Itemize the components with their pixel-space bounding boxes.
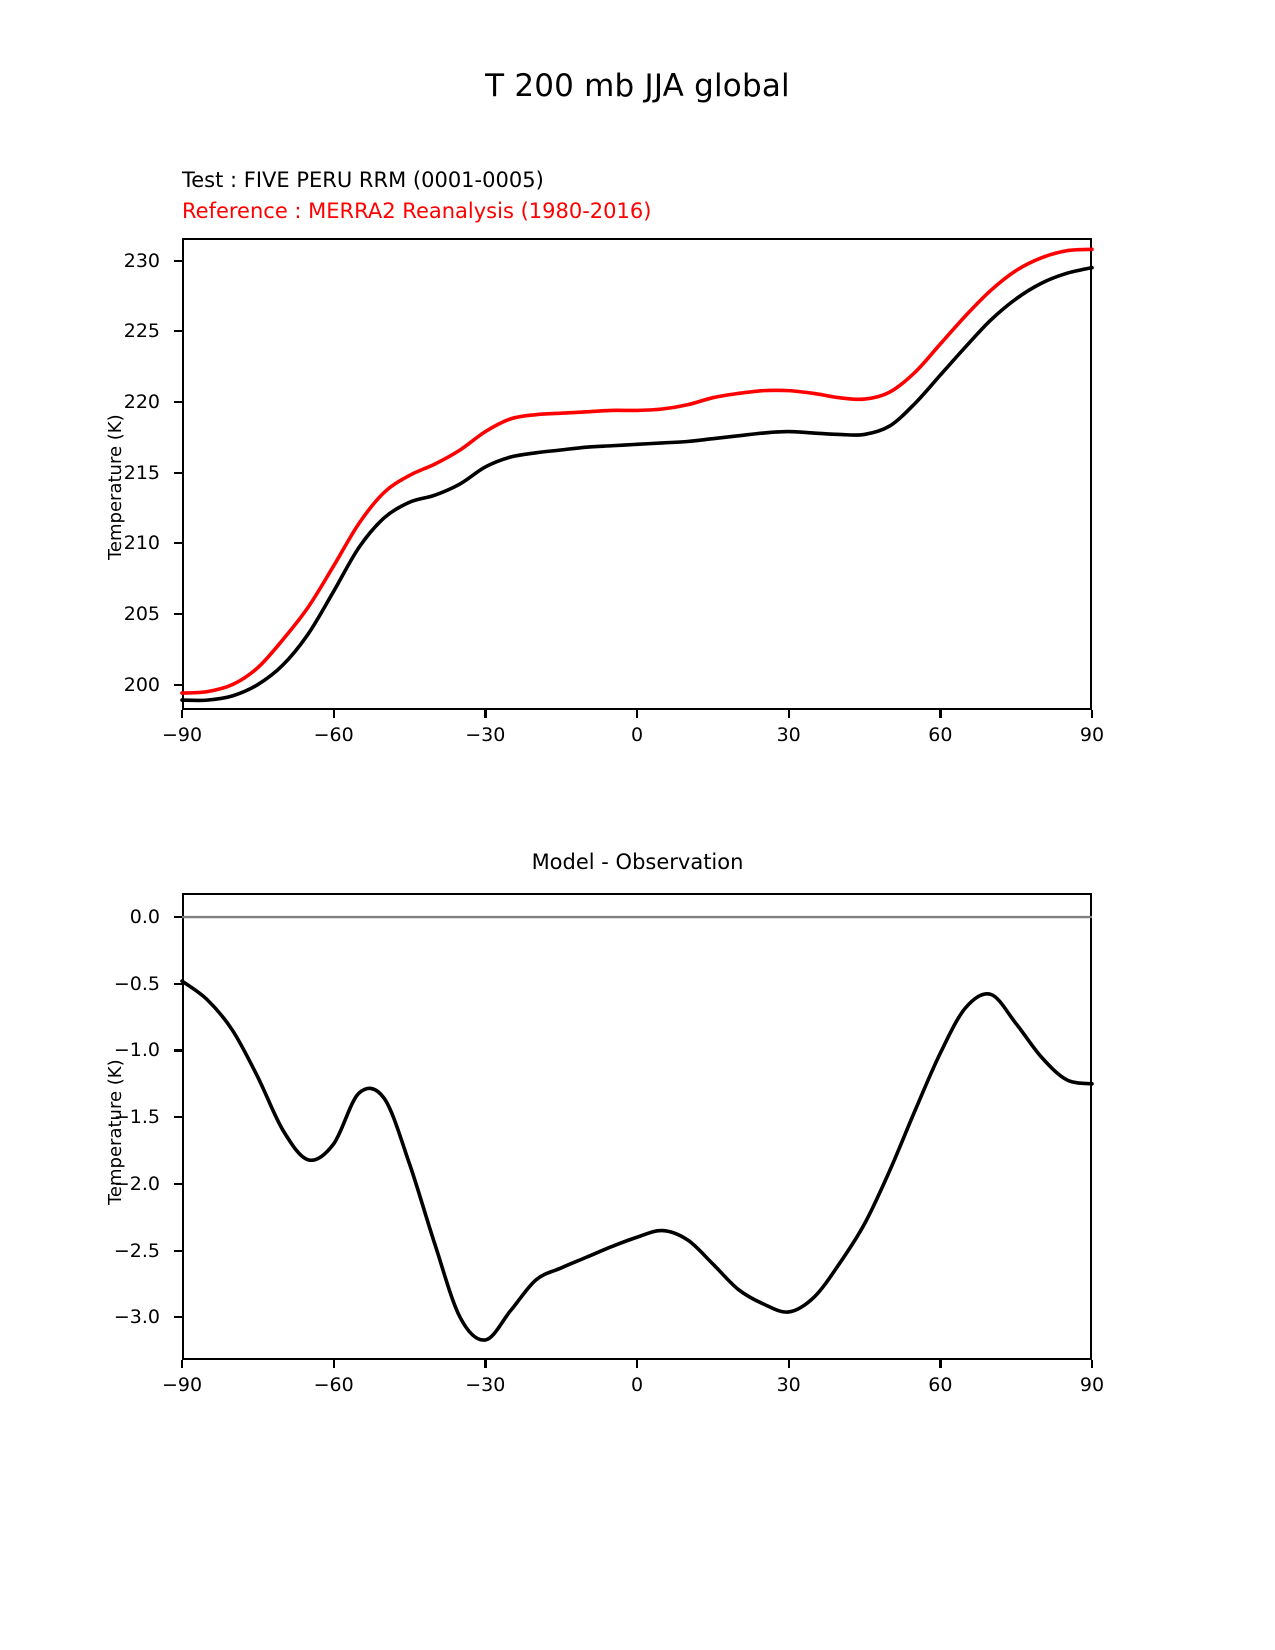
legend-item-test: Test : FIVE PERU RRM (0001-0005): [182, 168, 544, 192]
y-tick-label: −2.0: [113, 1172, 160, 1195]
y-tick-mark: [174, 1250, 182, 1252]
y-tick-mark: [174, 613, 182, 615]
page-title: T 200 mb JJA global: [485, 68, 790, 104]
data-series-line-0: [182, 981, 1092, 1340]
x-tick-label: 60: [928, 1374, 953, 1396]
x-tick-label: 90: [1079, 724, 1105, 746]
x-tick-mark: [333, 710, 335, 718]
x-tick-label: 60: [928, 724, 953, 746]
y-tick-mark: [174, 684, 182, 686]
x-tick-mark: [1091, 1360, 1093, 1368]
x-tick-mark: [1091, 710, 1093, 718]
x-tick-label: −60: [313, 1374, 354, 1396]
x-tick-mark: [636, 710, 638, 718]
y-tick-mark: [174, 472, 182, 474]
x-tick-mark: [788, 710, 790, 718]
y-tick-label: −3.0: [113, 1306, 160, 1329]
x-tick-label: −60: [313, 724, 354, 746]
y-tick-mark: [174, 1183, 182, 1185]
x-tick-mark: [636, 1360, 638, 1368]
y-tick-label: 215: [123, 461, 160, 484]
y-tick-label: 0.0: [129, 906, 160, 929]
x-tick-mark: [181, 1360, 183, 1368]
y-tick-mark: [174, 330, 182, 332]
x-tick-mark: [788, 1360, 790, 1368]
legend-item-reference: Reference : MERRA2 Reanalysis (1980-2016): [182, 199, 652, 223]
y-tick-label: −1.0: [113, 1039, 160, 1062]
x-tick-label: −90: [161, 1374, 203, 1396]
x-tick-label: 0: [630, 1374, 644, 1396]
y-tick-mark: [174, 1116, 182, 1118]
y-tick-label: 200: [123, 673, 160, 696]
y-tick-mark: [174, 916, 182, 918]
y-tick-label: 225: [123, 320, 160, 343]
y-tick-label: −1.5: [113, 1106, 160, 1129]
y-tick-mark: [174, 1316, 182, 1318]
y-tick-mark: [174, 983, 182, 985]
x-tick-label: −90: [161, 724, 203, 746]
x-tick-label: 30: [776, 724, 801, 746]
y-tick-mark: [174, 542, 182, 544]
y-tick-label: 230: [123, 249, 160, 272]
x-tick-mark: [484, 1360, 486, 1368]
x-tick-mark: [333, 1360, 335, 1368]
x-tick-label: 0: [630, 724, 644, 746]
y-tick-mark: [174, 1049, 182, 1051]
y-tick-mark: [174, 260, 182, 262]
x-tick-mark: [484, 710, 486, 718]
x-tick-label: −30: [465, 724, 506, 746]
x-tick-mark: [939, 710, 941, 718]
y-tick-label: −2.5: [113, 1239, 160, 1262]
x-tick-label: 30: [776, 1374, 801, 1396]
x-tick-mark: [939, 1360, 941, 1368]
y-tick-mark: [174, 401, 182, 403]
y-axis-label-bottom: Temperature (K): [105, 1059, 126, 1205]
x-tick-label: −30: [465, 1374, 506, 1396]
y-tick-label: 210: [123, 532, 160, 555]
y-tick-label: 205: [123, 602, 160, 625]
y-axis-label-top: Temperature (K): [105, 414, 126, 560]
x-tick-mark: [181, 710, 183, 718]
x-tick-label: 90: [1079, 1374, 1105, 1396]
subtitle-model-observation: Model - Observation: [531, 850, 744, 874]
y-tick-label: 220: [123, 390, 160, 413]
y-tick-label: −0.5: [113, 972, 160, 995]
